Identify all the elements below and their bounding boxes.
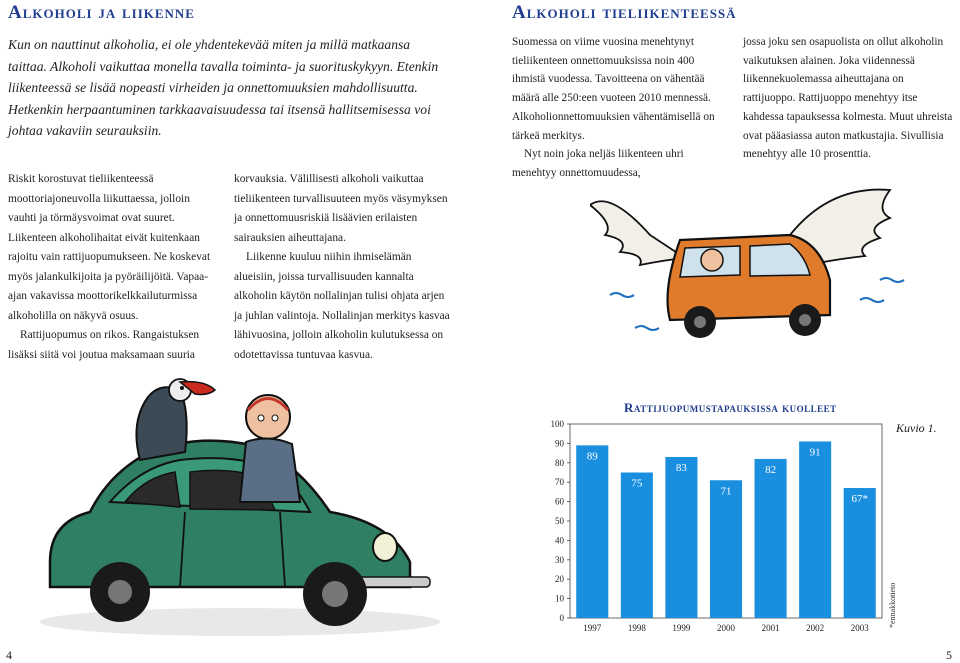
left-col1-paragraph-2: Rattijuopumus on rikos. Rangaistuksen lisäksi siitä voi joutua maksamaan suuria [8, 329, 200, 361]
bar-value-label: 91 [809, 446, 821, 459]
y-tick-label: 70 [555, 477, 564, 488]
chart-title: Rattijuopumustapauksissa kuolleet [624, 400, 837, 415]
bar-value-label: 83 [675, 461, 687, 474]
bar-2003 [844, 488, 876, 618]
x-tick-label: 2001 [761, 623, 780, 633]
bar-2002 [799, 441, 831, 618]
left-page-number: 4 [6, 648, 12, 662]
bar-2000 [710, 480, 742, 618]
y-tick-label: 30 [555, 554, 564, 565]
y-tick-label: 0 [559, 613, 564, 623]
bar-1997 [576, 445, 608, 618]
right-column-2 [743, 33, 955, 164]
left-col2-paragraph-1: korvauksia. Välillisesti alkoholi vaikuttaa tieliikenteen turvallisuuteen myös väsymyksen ja onnettomuusriskiä lisäävien erilaisten sairauksien aiheuttajana. [234, 173, 448, 244]
y-tick-label: 80 [555, 457, 564, 468]
x-tick-label: 2002 [806, 623, 825, 633]
x-tick-label: 2003 [850, 623, 869, 633]
green-car-vulture-illustration [30, 372, 450, 644]
bar-1998 [621, 473, 653, 619]
right-page-number: 5 [946, 648, 952, 662]
left-page-title: Alkoholi ja liikenne [8, 2, 195, 23]
right-column-1 [512, 33, 728, 183]
right-col1-paragraph-2: Nyt noin joka neljäs liikenteen uhri menehtyy onnettomuudessa, [512, 148, 684, 179]
bar-value-label: 89 [586, 450, 598, 463]
bar-2001 [755, 459, 787, 618]
x-tick-label: 1997 [583, 623, 602, 633]
right-page-title: Alkoholi tieliikenteessä [512, 2, 737, 23]
left-column-1 [8, 170, 220, 365]
figure-label: Kuvio 1. [896, 421, 937, 435]
lead-paragraph: Kun on nauttinut alkoholia, ei ole yhdentekevää miten ja millä matkaansa taittaa. Alkoholi vaikuttaa monella tavalla toiminta- ja suorituskykyyn. Etenkin liikenteessä se lisää nopeasti virheiden ja onnettomuuksien mahdollisuutta. Hetkenkin herpaantuminen tarkkaavaisuudessa tai itsensä hallitsemisessa voi johtaa vakaviin seurauksiin. [8, 37, 439, 138]
bar-value-label: 82 [765, 463, 777, 476]
y-tick-label: 60 [555, 496, 564, 507]
bar-value-label: 75 [631, 477, 643, 490]
winged-orange-car-illustration [590, 180, 920, 350]
y-tick-label: 90 [555, 438, 564, 449]
left-col2-paragraph-2: Liikenne kuuluu niihin ihmiselämän alueisiin, joissa turvallisuuden kannalta alkoholin käytön nollalinjan tulisi ohjata arjen ja juhlan valintoja. Nollalinjan merkitys kasvaa lähivuosina, jolloin alkoholin kulutuksessa on odotettavissa tuntuvaa kasvua. [234, 251, 450, 361]
y-tick-label: 40 [555, 535, 564, 546]
y-tick-label: 100 [550, 419, 564, 429]
right-col1-paragraph-1: Suomessa on viime vuosina menehtynyt tieliikenteen onnettomuuksissa noin 400 ihmistä vuodessa. Tavoitteena on vähentää määrä alle 250:een vuoteen 2010 mennessä. Alkoholionnettomuuksien vähentämisellä on tärkeä merkitys. [512, 36, 715, 142]
x-tick-label: 2000 [717, 623, 735, 633]
left-col1-paragraph-1: Riskit korostuvat tieliikenteessä moottoriajoneuvolla liikuttaessa, jolloin vauhti ja törmäysvoimat ovat suuret. Liikenteen alkoholihaitat eivät kuitenkaan rajoitu vain rattijuopumukseen. Ne koskevat myös jalankulkijoita ja pyöräilijöitä. Vapaa-ajan vakavissa moottorikelkkailuturmissa alkoholilla on näkyvä osuus. [8, 173, 211, 322]
bar-value-label: 67* [851, 493, 868, 506]
x-tick-label: 1999 [672, 623, 691, 633]
x-tick-label: 1998 [627, 623, 646, 633]
left-column-2 [234, 170, 450, 365]
y-tick-label: 50 [555, 516, 564, 526]
right-col2-paragraph-1: jossa joku sen osapuolista on ollut alkoholin vaikutuksen alainen. Joka viidennessä liikennekuolemassa aiheuttajana on rattijuoppo. Rattijuoppo menehtyy itse kahdessa tapauksessa kolmesta. Muut uhreista ovat pääasiassa auton matkustajia. Sivullisia menehtyy alle 10 prosenttia. [743, 36, 953, 161]
y-tick-label: 10 [555, 593, 564, 604]
footnote: *ennakkotieto [888, 582, 897, 628]
bar-1999 [665, 457, 697, 618]
bar-value-label: 71 [720, 485, 732, 498]
bar-chart [532, 408, 892, 636]
y-tick-label: 20 [555, 574, 564, 585]
